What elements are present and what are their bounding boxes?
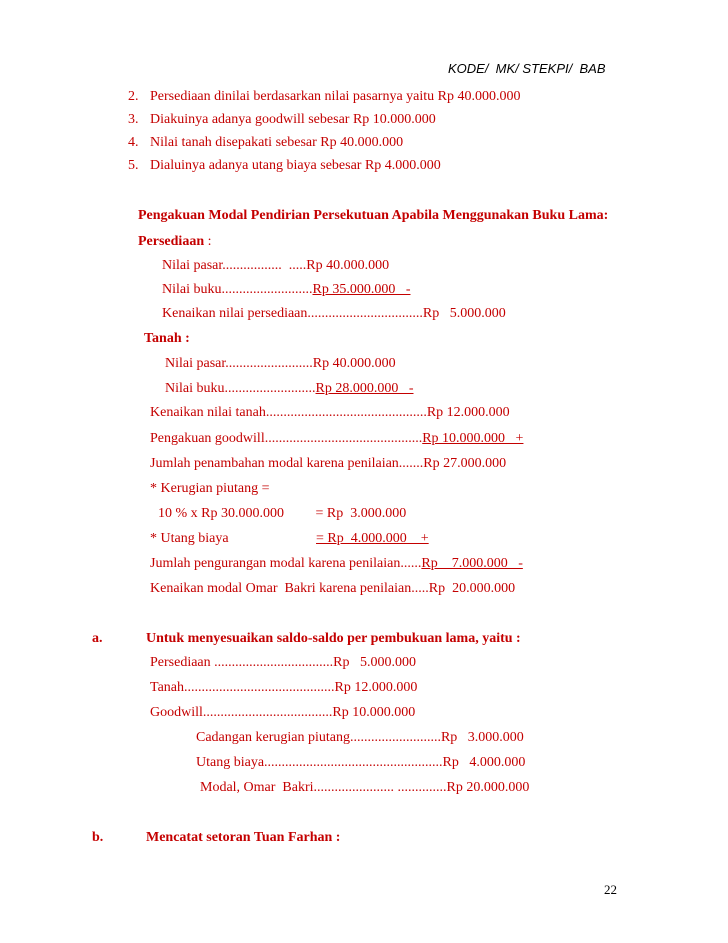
jumlah-pengurangan-label: Jumlah pengurangan modal karena penilaian...... <box>150 556 422 571</box>
tanah-nilai-buku <box>165 380 414 398</box>
tanah-nilai-buku-amount: Rp 28.000.000 - <box>315 381 414 396</box>
persediaan-heading <box>138 233 212 251</box>
tanah-label: Tanah : <box>144 331 190 346</box>
list-text: Persediaan dinilai berdasarkan nilai pasarnya yaitu Rp 40.000.000 <box>150 89 521 104</box>
jumlah-penambahan: Jumlah penambahan modal karena penilaian.......Rp 27.000.000 <box>150 456 507 471</box>
jumlah-pengurangan <box>150 555 523 573</box>
list-text: Dialuinya adanya utang biaya sebesar Rp 4.000.000 <box>150 158 441 173</box>
tanah-nilai-pasar: Nilai pasar.........................Rp 40.000.000 <box>165 356 396 371</box>
journal-utang-biaya: Utang biaya...................................................Rp 4.000.000 <box>196 755 526 770</box>
page-header: KODE/ MK/ STEKPI/ BAB <box>448 61 606 76</box>
pengakuan-goodwill <box>150 430 523 448</box>
kerugian-piutang: * Kerugian piutang = <box>150 481 270 496</box>
kerugian-piutang-calc: 10 % x Rp 30.000.000 = Rp 3.000.000 <box>158 506 407 521</box>
journal-goodwill: Goodwill.....................................Rp 10.000.000 <box>150 705 416 720</box>
section-a-marker: a. <box>92 631 103 646</box>
tanah-kenaikan: Kenaikan nilai tanah..............................................Rp 12.000.000 <box>150 405 510 420</box>
utang-biaya-label: * Utang biaya <box>150 531 317 546</box>
section-a-title: Untuk menyesuaikan saldo-saldo per pembukuan lama, yaitu : <box>146 631 521 646</box>
journal-modal: Modal, Omar Bakri....................... ..............Rp 20.000.000 <box>200 780 530 795</box>
list-number: 4. <box>128 135 139 150</box>
journal-tanah: Tanah...........................................Rp 12.000.000 <box>150 680 418 695</box>
jumlah-pengurangan-amount: Rp 7.000.000 - <box>421 556 523 571</box>
journal-persediaan: Persediaan ..................................Rp 5.000.000 <box>150 655 416 670</box>
pengakuan-goodwill-label: Pengakuan goodwill............................................. <box>150 431 423 446</box>
persediaan-nilai-buku-label: Nilai buku.......................... <box>162 282 313 297</box>
persediaan-nilai-buku <box>162 281 411 299</box>
persediaan-nilai-buku-amount: Rp 35.000.000 - <box>312 282 411 297</box>
persediaan-nilai-pasar: Nilai pasar................. .....Rp 40.000.000 <box>162 258 390 273</box>
utang-biaya <box>150 530 429 548</box>
list-number: 2. <box>128 89 139 104</box>
list-item <box>128 134 403 152</box>
pengakuan-goodwill-amount: Rp 10.000.000 + <box>422 431 524 446</box>
list-item <box>128 157 441 175</box>
persediaan-label: Persediaan <box>138 234 205 249</box>
list-item <box>128 88 521 106</box>
kenaikan-modal: Kenaikan modal Omar Bakri karena penilaian.....Rp 20.000.000 <box>150 581 516 596</box>
list-item <box>128 111 436 129</box>
utang-biaya-amount: = Rp 4.000.000 + <box>316 531 429 546</box>
section-b-title: Mencatat setoran Tuan Farhan : <box>146 830 341 845</box>
list-number: 5. <box>128 158 139 173</box>
list-number: 3. <box>128 112 139 127</box>
persediaan-kenaikan: Kenaikan nilai persediaan.................................Rp 5.000.000 <box>162 306 506 321</box>
page-number: 22 <box>604 882 617 897</box>
section-b-marker: b. <box>92 830 104 845</box>
persediaan-colon: : <box>204 234 212 249</box>
journal-cadangan: Cadangan kerugian piutang..........................Rp 3.000.000 <box>196 730 524 745</box>
section-title: Pengakuan Modal Pendirian Persekutuan Apabila Menggunakan Buku Lama: <box>138 208 609 223</box>
list-text: Diakuinya adanya goodwill sebesar Rp 10.000.000 <box>150 112 436 127</box>
tanah-nilai-buku-label: Nilai buku.......................... <box>165 381 316 396</box>
list-text: Nilai tanah disepakati sebesar Rp 40.000.000 <box>150 135 404 150</box>
